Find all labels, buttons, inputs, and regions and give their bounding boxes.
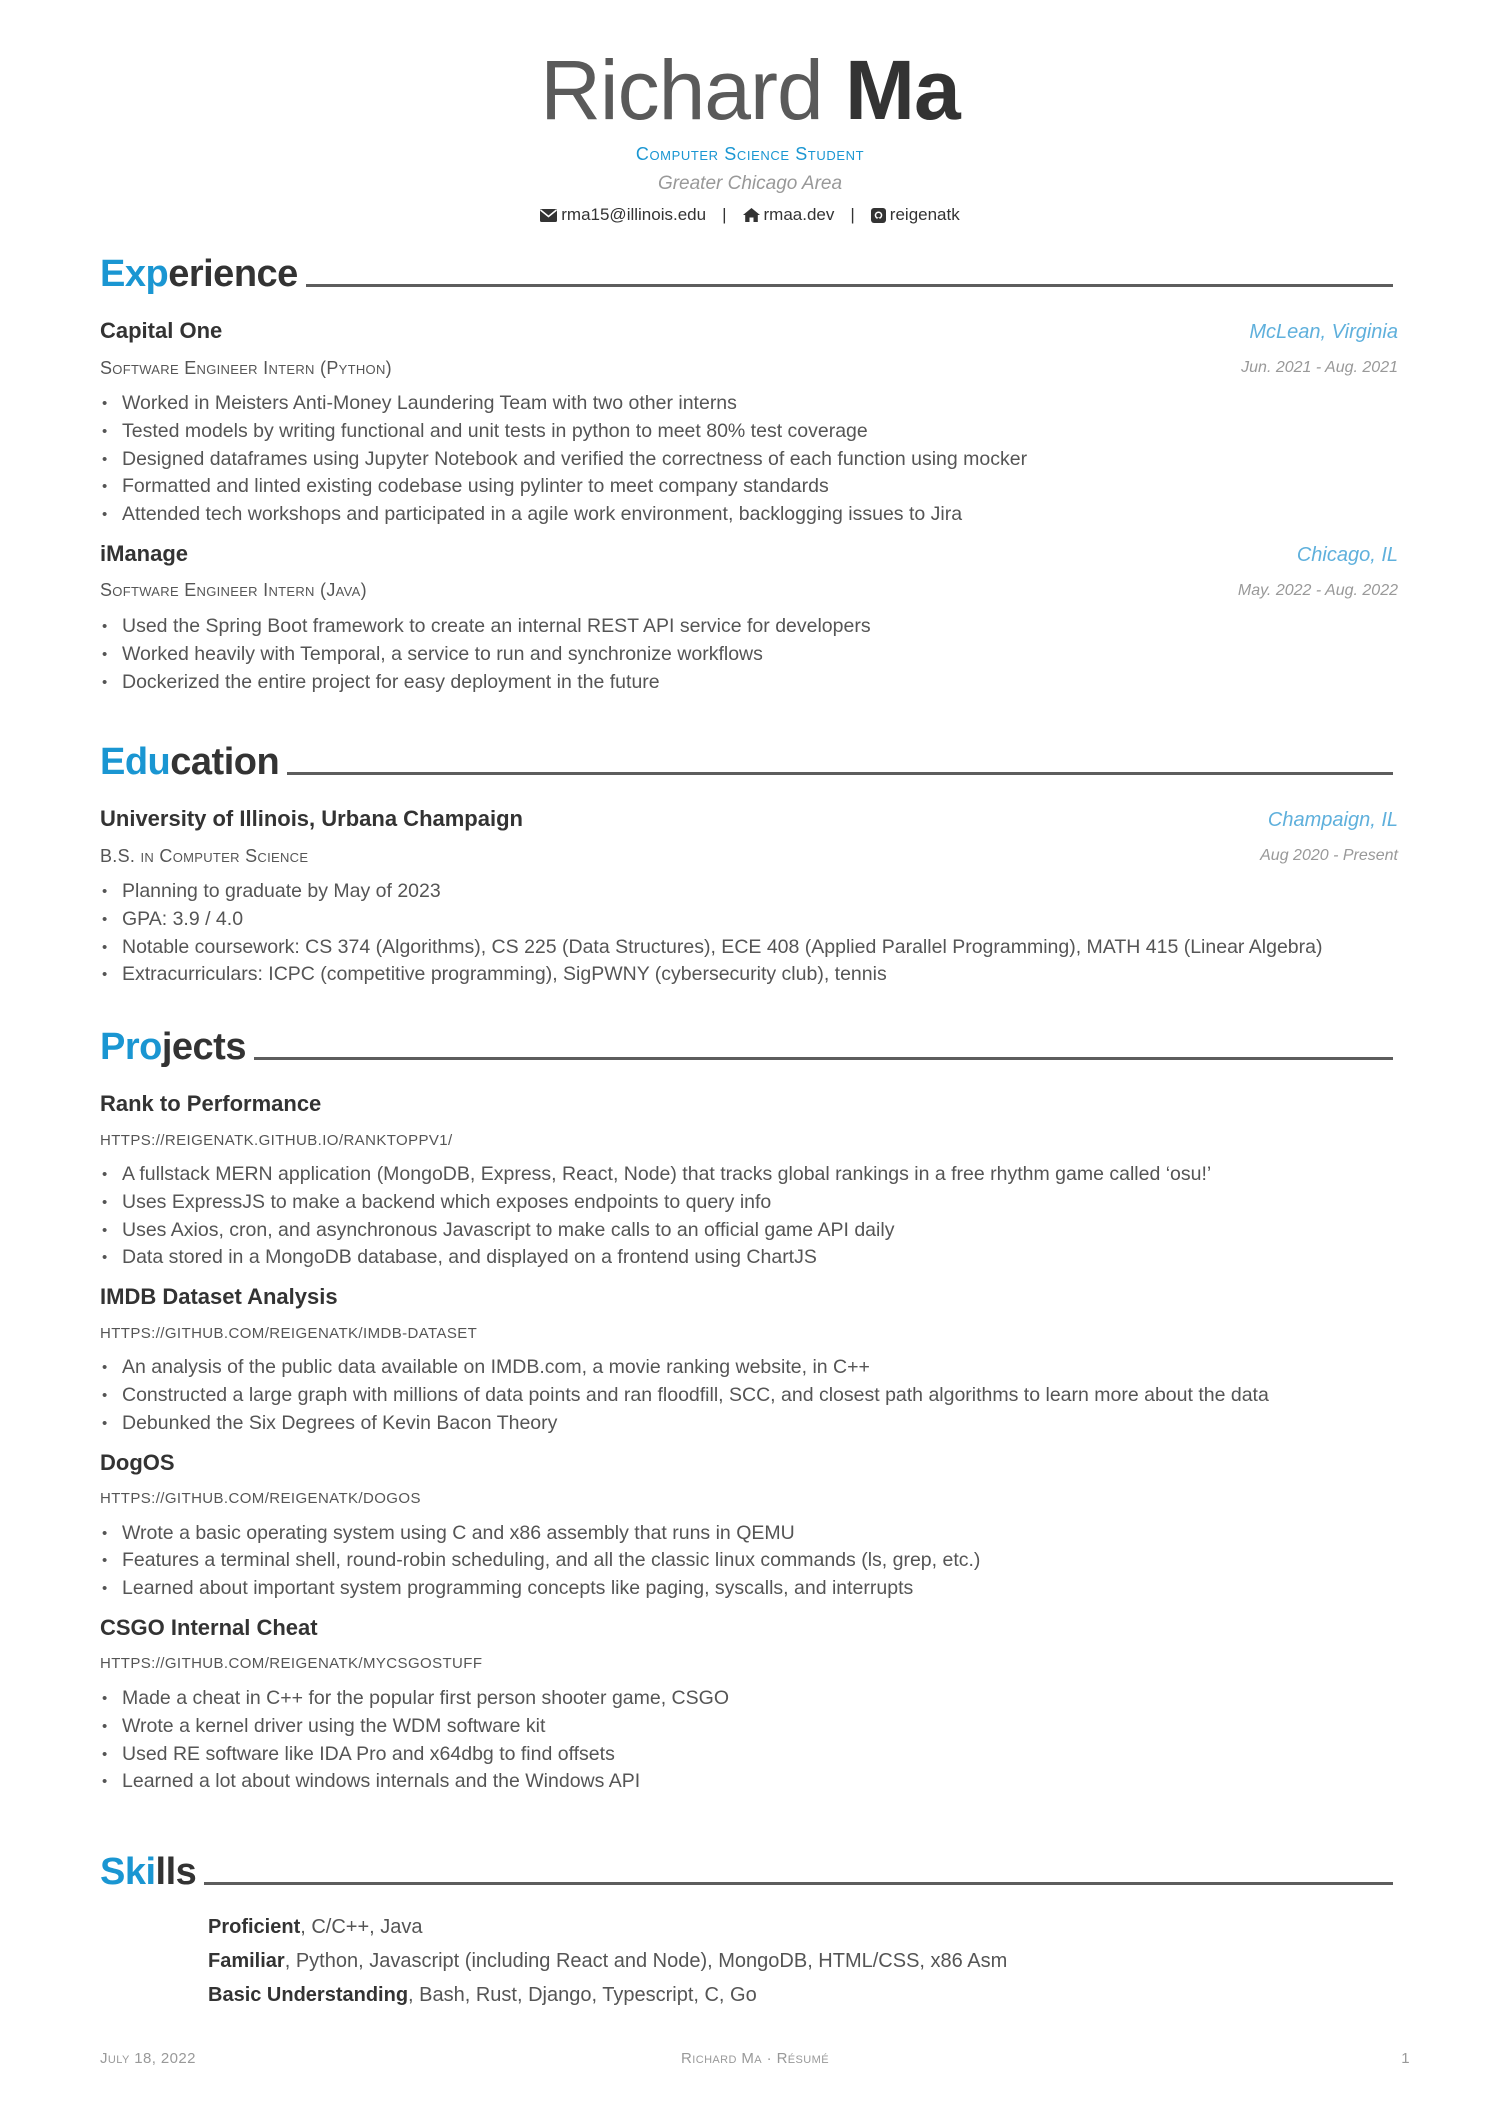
skills-section (100, 1846, 1398, 2012)
projects-section (100, 1021, 1398, 1796)
footer-date: July 18, 2022 (100, 2050, 196, 2067)
contact-email-label: rma15@illinois.edu (561, 205, 707, 224)
project-name: IMDB Dataset Analysis (100, 1284, 338, 1310)
contact-github[interactable] (871, 205, 960, 225)
project-entry (100, 1450, 1398, 1603)
bullet-list (100, 1161, 1398, 1272)
section-title: Skills (100, 1851, 197, 1893)
envelope-icon (540, 209, 557, 222)
skill-level: Familiar (208, 1950, 285, 1972)
skill-items: , Bash, Rust, Django, Typescript, C, Go (408, 1984, 757, 2006)
section-heading (100, 1021, 1398, 1069)
entry-location: Chicago, IL (1296, 543, 1398, 566)
company-name: Capital One (100, 318, 223, 343)
skill-level: Proficient (208, 1916, 301, 1938)
list-item: • An analysis of the public data available on IMDB.com, a movie ranking website, in C++ (100, 1354, 1398, 1382)
job-position: Software Engineer Intern (Java) (100, 580, 367, 601)
position-title: Computer Science Student (635, 144, 865, 164)
bullet-list (100, 878, 1398, 989)
contact-separator: | (850, 205, 855, 224)
list-item: • Worked in Meisters Anti-Money Laundering Team with two other interns (100, 390, 1398, 418)
section-title: Experience (100, 253, 298, 295)
project-url[interactable]: HTTPS://GITHUB.COM/REIGENATK/MYCSGOSTUFF (100, 1655, 483, 1673)
project-url[interactable]: HTTPS://GITHUB.COM/REIGENATK/DOGOS (100, 1490, 421, 1508)
list-item: • Designed dataframes using Jupyter Notebook and verified the correctness of each function using mocker (100, 446, 1398, 474)
contact-website-label: rmaa.dev (763, 205, 835, 224)
section-rule (204, 1882, 1393, 1885)
entry-location: McLean, Virginia (1249, 321, 1398, 343)
list-item: • Formatted and linted existing codebase using pylinter to meet company standards (100, 473, 1398, 501)
section-title: Education (100, 741, 280, 783)
github-icon (871, 208, 886, 223)
skill-level: Basic Understanding (208, 1984, 409, 2006)
list-item: • Tested models by writing functional and unit tests in python to meet 80% test coverage (100, 418, 1398, 446)
contact-email[interactable] (540, 205, 706, 225)
contact-separator: | (722, 205, 727, 224)
project-entry (100, 1091, 1398, 1272)
company-name: iManage (100, 540, 189, 566)
contact-row (0, 205, 1500, 225)
skill-row (208, 1910, 1398, 1944)
section-heading (100, 248, 1398, 296)
last-name: Ma (845, 43, 960, 137)
bullet-list (100, 613, 1398, 696)
skill-items: , Python, Javascript (including React and Node), MongoDB, HTML/CSS, x86 Asm (284, 1950, 1008, 1972)
list-item: • Features a terminal shell, round-robin scheduling, and all the classic linux commands (ls, grep, etc.) (100, 1547, 1398, 1575)
experience-entry (100, 318, 1398, 529)
list-item: • Dockerized the entire project for easy deployment in the future (100, 669, 1398, 697)
entry-location: Champaign, IL (1267, 809, 1398, 831)
footer-title: Richard Ma · Résumé (681, 2050, 829, 2067)
section-rule (254, 1057, 1393, 1060)
entry-dates: Aug 2020 - Present (1260, 847, 1398, 864)
project-name: DogOS (100, 1449, 175, 1475)
home-icon (743, 208, 760, 222)
project-url[interactable]: HTTPS://REIGENATK.GITHUB.IO/RANKTOPPV1/ (100, 1131, 453, 1149)
page-number: 1 (1401, 2050, 1410, 2067)
resume-header (0, 43, 1500, 225)
address: Greater Chicago Area (657, 173, 843, 194)
bullet-list (100, 1685, 1398, 1796)
project-entry (100, 1284, 1398, 1437)
skills-list (100, 1910, 1398, 2012)
skill-row (208, 1978, 1398, 2012)
project-name: Rank to Performance (100, 1091, 322, 1116)
contact-github-label: reigenatk (889, 205, 960, 224)
school-name: University of Illinois, Urbana Champaign (100, 806, 523, 831)
list-item: • Constructed a large graph with millions of data points and ran floodfill, SCC, and closest path algorithms to learn more about the data (100, 1382, 1398, 1410)
section-heading (100, 736, 1398, 784)
list-item: • Data stored in a MongoDB database, and displayed on a frontend using ChartJS (100, 1244, 1398, 1272)
job-position: Software Engineer Intern (Python) (100, 357, 392, 378)
degree: B.S. in Computer Science (100, 845, 309, 866)
section-rule (306, 284, 1393, 287)
list-item: • Learned a lot about windows internals and the Windows API (100, 1768, 1398, 1796)
bullet-list (100, 390, 1398, 529)
project-url[interactable]: HTTPS://GITHUB.COM/REIGENATK/IMDB-DATASET (100, 1324, 478, 1342)
list-item: • Wrote a kernel driver using the WDM software kit (100, 1713, 1398, 1741)
list-item: • A fullstack MERN application (MongoDB, Express, React, Node) that tracks global rankings in a free rhythm game called ‘osu!’ (100, 1161, 1398, 1189)
full-name (0, 43, 1500, 137)
contact-website[interactable] (743, 205, 835, 225)
section-title: Projects (100, 1026, 246, 1068)
list-item: • Planning to graduate by May of 2023 (100, 878, 1398, 906)
experience-entry (100, 541, 1398, 696)
entry-dates: May. 2022 - Aug. 2022 (1237, 581, 1398, 599)
page-footer (100, 2050, 1410, 2070)
section-heading (100, 1846, 1398, 1894)
education-entry (100, 806, 1398, 989)
list-item: • Uses ExpressJS to make a backend which exposes endpoints to query info (100, 1189, 1398, 1217)
list-item: • Notable coursework: CS 374 (Algorithms), CS 225 (Data Structures), ECE 408 (Applied Parallel Programming), MATH 415 (Linear Algebra) (100, 934, 1398, 962)
list-item: • Wrote a basic operating system using C and x86 assembly that runs in QEMU (100, 1520, 1398, 1548)
list-item: • Made a cheat in C++ for the popular first person shooter game, CSGO (100, 1685, 1398, 1713)
list-item: • Uses Axios, cron, and asynchronous Javascript to make calls to an official game API daily (100, 1217, 1398, 1245)
list-item: • Extracurriculars: ICPC (competitive programming), SigPWNY (cybersecurity club), tennis (100, 961, 1398, 989)
list-item: • Used the Spring Boot framework to create an internal REST API service for developers (100, 613, 1398, 641)
list-item: • GPA: 3.9 / 4.0 (100, 906, 1398, 934)
list-item: • Attended tech workshops and participated in a agile work environment, backlogging issues to Jira (100, 501, 1398, 529)
bullet-list (100, 1520, 1398, 1603)
project-entry (100, 1615, 1398, 1796)
list-item: • Worked heavily with Temporal, a service to run and synchronize workflows (100, 641, 1398, 669)
skill-row (208, 1944, 1398, 1978)
skill-items: , C/C++, Java (300, 1916, 423, 1938)
experience-section (100, 248, 1398, 696)
list-item: • Debunked the Six Degrees of Kevin Bacon Theory (100, 1410, 1398, 1438)
list-item: • Learned about important system programming concepts like paging, syscalls, and interrupts (100, 1575, 1398, 1603)
entry-dates: Jun. 2021 - Aug. 2021 (1241, 359, 1398, 376)
project-name: CSGO Internal Cheat (100, 1614, 318, 1640)
education-section (100, 736, 1398, 989)
bullet-list (100, 1354, 1398, 1437)
list-item: • Used RE software like IDA Pro and x64dbg to find offsets (100, 1741, 1398, 1769)
section-rule (287, 772, 1393, 775)
first-name: Richard (540, 43, 823, 137)
